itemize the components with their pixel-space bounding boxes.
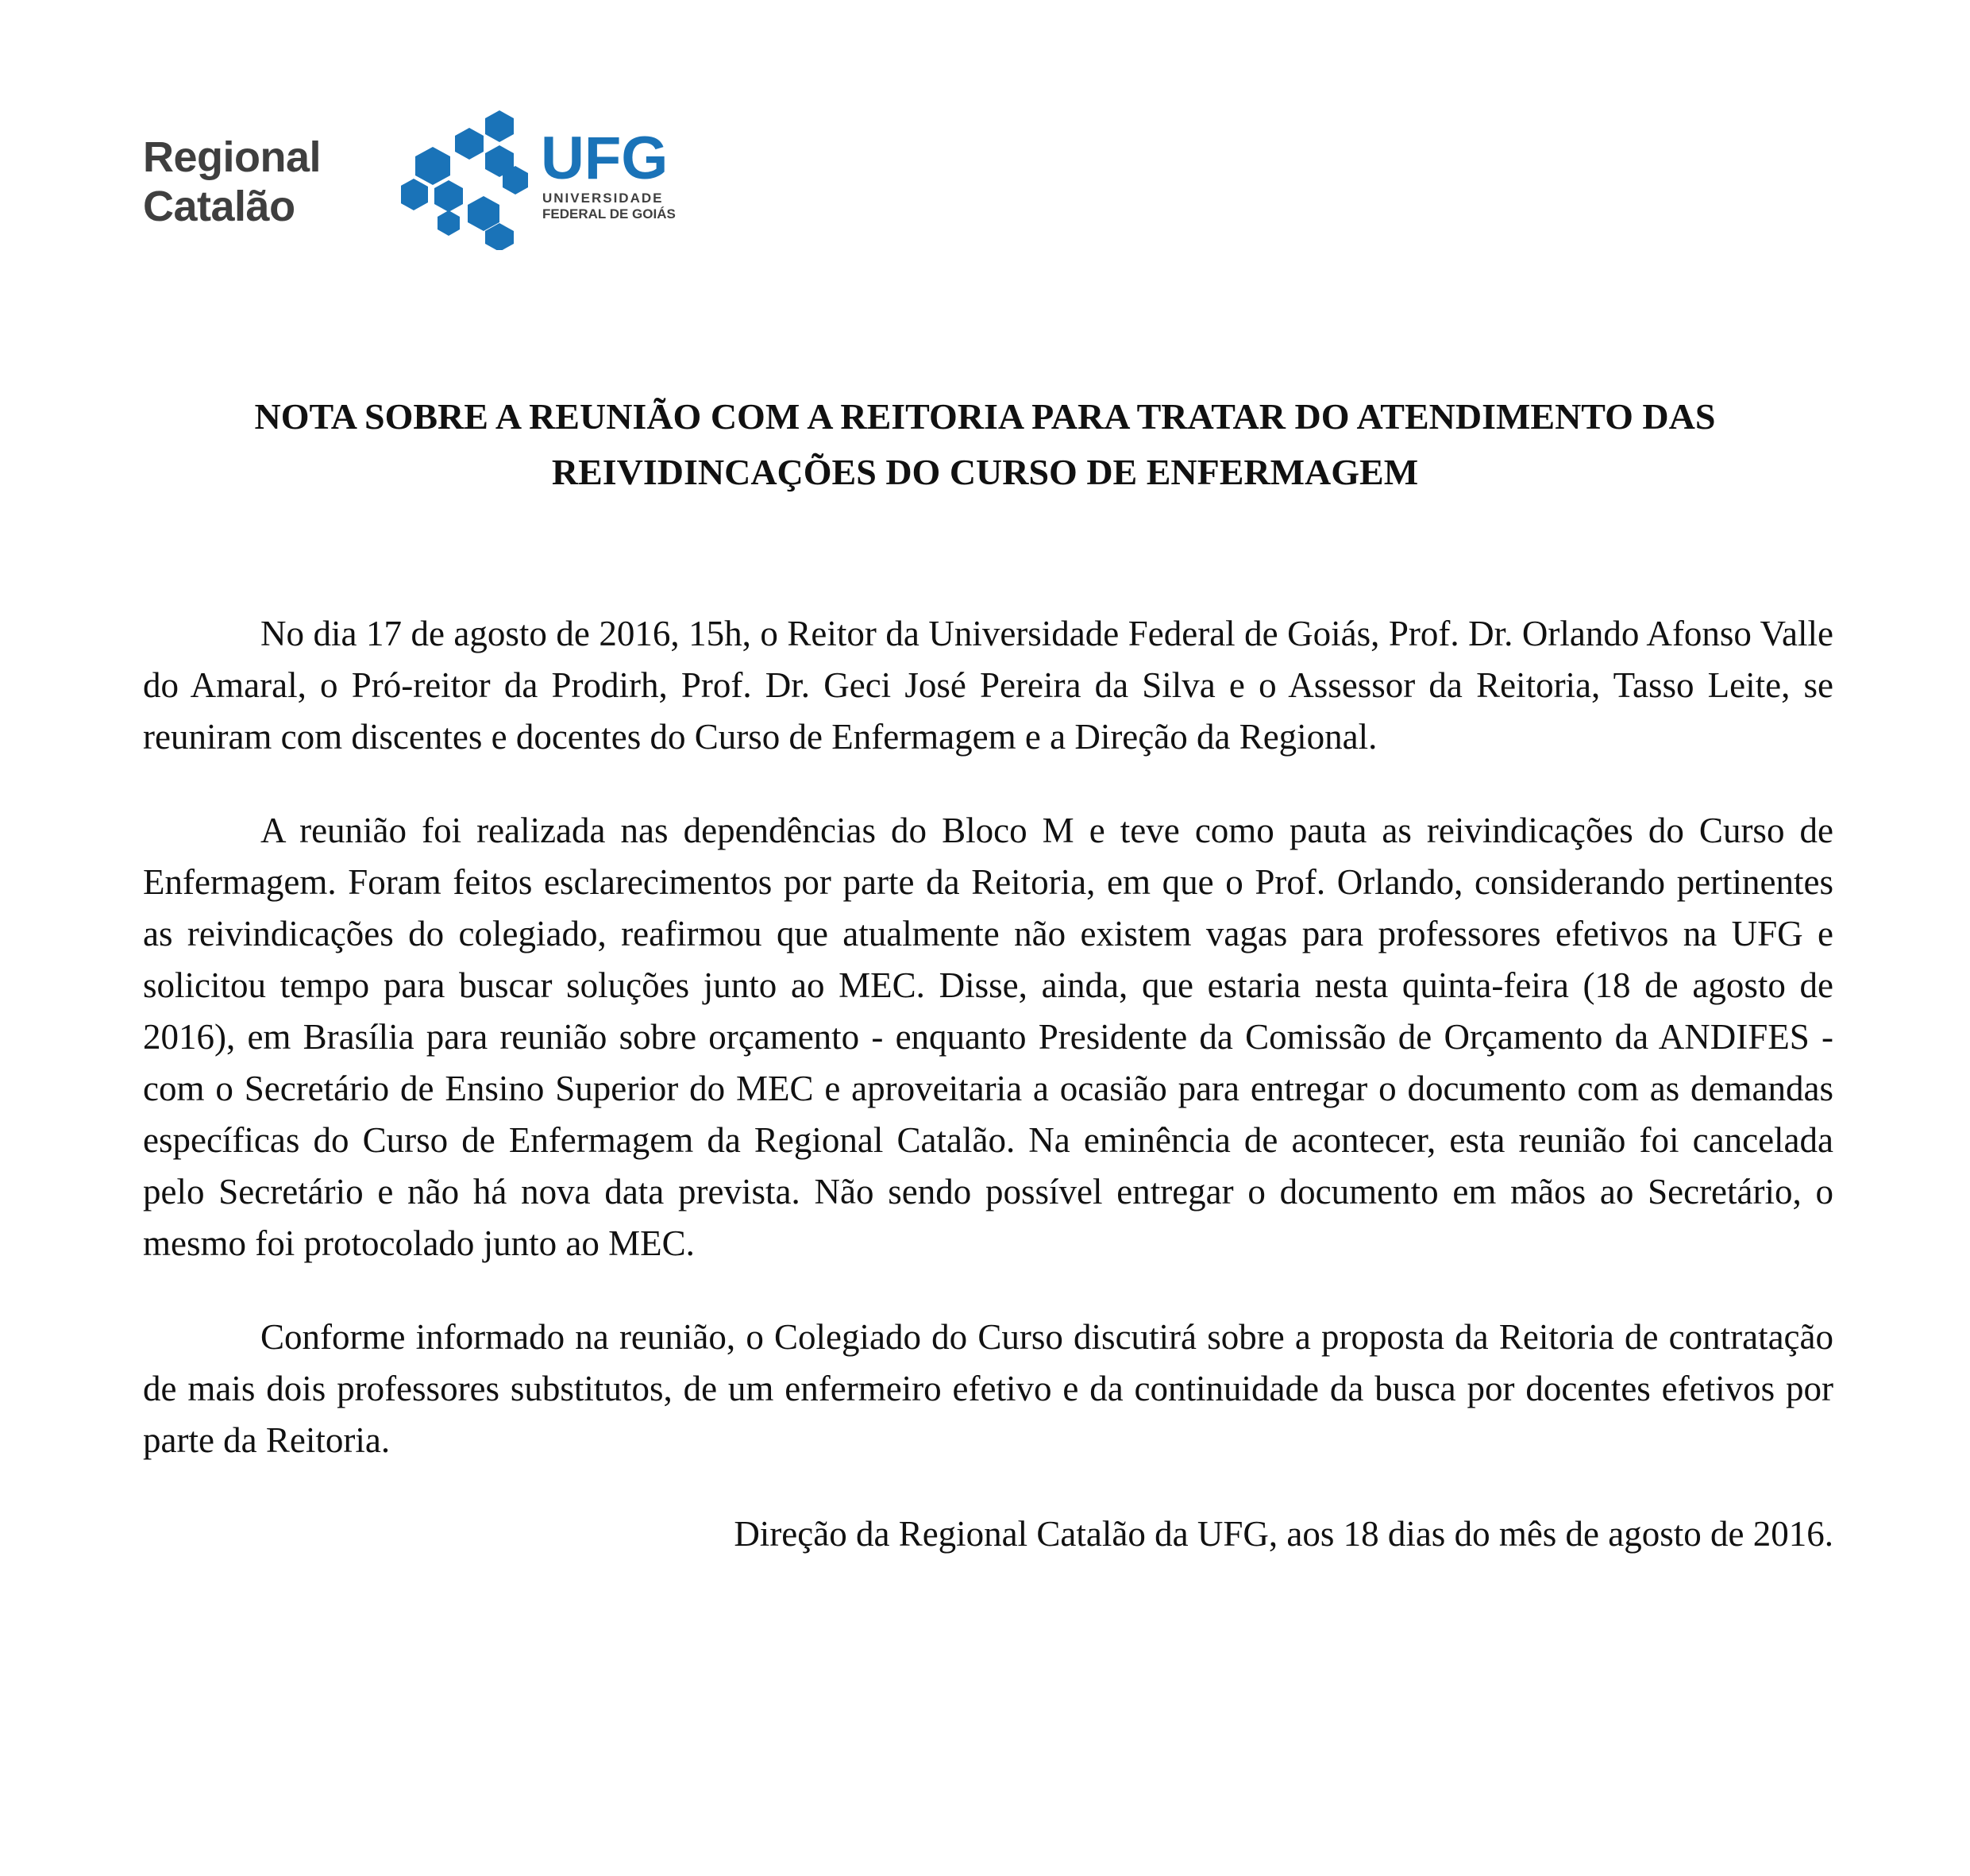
title-line-1: NOTA SOBRE A REUNIÃO COM A REITORIA PARA TRATAR DO ATENDIMENTO DAS bbox=[254, 396, 1716, 437]
ufg-hexagon-cluster-icon bbox=[401, 110, 528, 250]
signature-line: Direção da Regional Catalão da UFG, aos 18 dias do mês de agosto de 2016. bbox=[734, 1514, 1833, 1554]
federal-de-goias-label: FEDERAL DE GOIÁS bbox=[542, 206, 676, 221]
paragraph-2: A reunião foi realizada nas dependências do Bloco M e teve como pauta as reivindicações do Curso de Enfermagem. Foram feitos esclarecimentos por parte da Reitoria, em que o Prof. Orlando, considerando pertinentes as reivindicações do colegiado, reafirmou que atualmente não existem vagas para professores efetivos na UFG e solicitou tempo para buscar soluções junto ao MEC. Disse, ainda, que estaria nesta quinta-feira (18 de agosto de 2016), em Brasília para reunião sobre orçamento - enquanto Presidente da Comissão de Orçamento da ANDIFES - com o Secretário de Ensino Superior do MEC e aproveitaria a ocasião para entregar o documento com as demandas específicas do Curso de Enfermagem da Regional Catalão. Na eminência de acontecer, esta reunião foi cancelada pelo Secretário e não há nova data prevista. Não sendo possível entregar o documento em mãos ao Secretário, o mesmo foi protocolado junto ao MEC. bbox=[143, 811, 1833, 1263]
hexagon-icon bbox=[485, 110, 514, 142]
hexagon-icon bbox=[434, 180, 463, 212]
ufg-logo bbox=[401, 107, 703, 250]
regional-label: Regional bbox=[143, 133, 322, 181]
hexagon-icon bbox=[415, 147, 450, 185]
regional-catalao-logo-text bbox=[143, 133, 341, 231]
document-title bbox=[95, 389, 1875, 500]
ufg-abbreviation: UFG bbox=[541, 125, 669, 192]
hexagon-icon bbox=[455, 128, 484, 160]
paragraph-3: Conforme informado na reunião, o Colegiado do Curso discutirá sobre a proposta da Reitoria de contratação de mais dois professores substitutos, de um enfermeiro efetivo e da continuidade da busca por docentes efetivos por parte da Reitoria. bbox=[143, 1317, 1833, 1460]
universidade-label: UNIVERSIDADE bbox=[542, 191, 664, 206]
document-header bbox=[143, 107, 699, 250]
hexagon-icon bbox=[438, 210, 460, 236]
title-line-2: REIVIDINCAÇÕES DO CURSO DE ENFERMAGEM bbox=[551, 452, 1419, 492]
paragraph-1: No dia 17 de agosto de 2016, 15h, o Reitor da Universidade Federal de Goiás, Prof. Dr. Orlando Afonso Valle do Amaral, o Pró-reitor da Prodirh, Prof. Dr. Geci José Pereira da Silva e o Assessor da Reitoria, Tasso Leite, se reuniram com discentes e docentes do Curso de Enfermagem e a Direção da Regional. bbox=[143, 614, 1833, 757]
document-body bbox=[143, 608, 1833, 1602]
hexagon-icon bbox=[401, 179, 428, 210]
catalao-label: Catalão bbox=[143, 183, 295, 230]
